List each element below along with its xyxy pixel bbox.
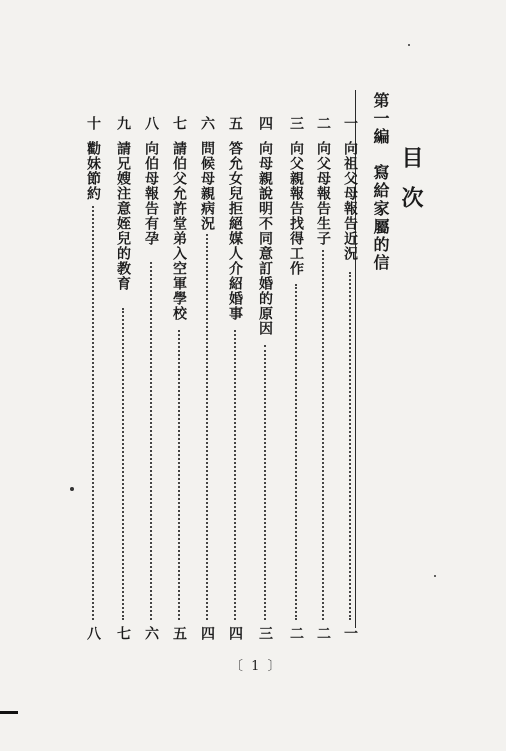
entry-number: 三	[288, 116, 304, 130]
ink-speck	[70, 487, 74, 491]
leader-dots	[234, 330, 236, 620]
entry-page: 二	[288, 626, 304, 640]
entry-number: 一	[342, 116, 358, 130]
leader-dots	[206, 234, 208, 620]
leader-dots	[92, 206, 94, 620]
entry-page: 四	[227, 626, 243, 640]
leader-dots	[295, 284, 297, 620]
entry-title: 向父親報告找得工作	[288, 141, 304, 276]
entry-title: 答允女兒拒絕媒人介紹婚事	[227, 141, 243, 321]
entry-title: 向父母報告生子	[315, 141, 331, 246]
ink-speck	[434, 575, 436, 577]
part-heading: 第一編 寫給家屬的信	[371, 92, 390, 272]
entry-page: 四	[199, 626, 215, 640]
leader-dots	[264, 345, 266, 620]
entry-page: 八	[85, 626, 101, 640]
entry-title: 向母親說明不同意訂婚的原因	[257, 141, 273, 336]
ink-speck	[408, 44, 410, 46]
entry-page: 一	[342, 626, 358, 640]
entry-number: 九	[115, 116, 131, 130]
leader-dots	[178, 330, 180, 620]
entry-page: 三	[257, 626, 273, 640]
entry-title: 請兄嫂注意姪兒的教育	[115, 141, 131, 291]
entry-page: 七	[115, 626, 131, 640]
footer-page-number: 〔 1 〕	[230, 659, 283, 674]
leader-dots	[322, 250, 324, 620]
entry-number: 五	[227, 116, 243, 130]
entry-number: 八	[143, 116, 159, 130]
entry-title: 勸妹節約	[85, 141, 101, 201]
entry-title: 請伯父允許堂弟入空軍學校	[171, 141, 187, 321]
leader-dots	[349, 272, 351, 620]
entry-title: 向祖父母報告近況	[342, 141, 358, 261]
entry-title: 向伯母報告有孕	[143, 141, 159, 246]
leader-dots	[150, 262, 152, 620]
entry-page: 六	[143, 626, 159, 640]
entry-title: 問候母親病況	[199, 141, 215, 231]
entry-page: 五	[171, 626, 187, 640]
leader-dots	[122, 308, 124, 620]
entry-number: 四	[257, 116, 273, 130]
page-title: 目次	[398, 146, 424, 226]
entry-number: 七	[171, 116, 187, 130]
entry-number: 二	[315, 116, 331, 130]
entry-page: 二	[315, 626, 331, 640]
entry-number: 六	[199, 116, 215, 130]
edge-mark	[0, 711, 18, 714]
entry-number: 十	[85, 116, 101, 130]
